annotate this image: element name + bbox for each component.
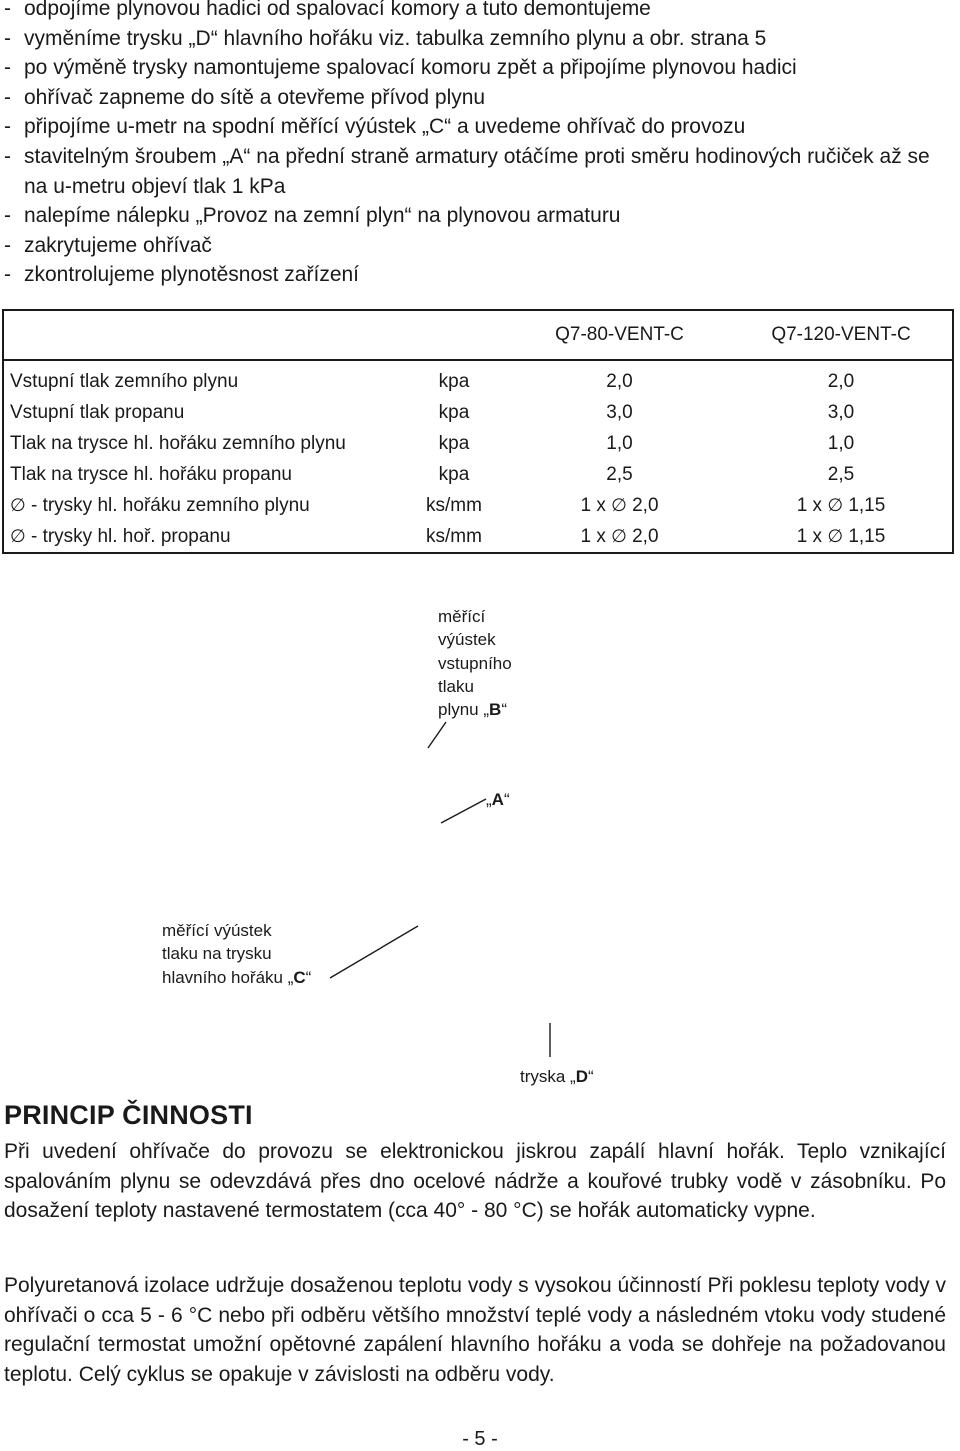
step-item: - vyměníme trysku „D“ hlavního hořáku viz. tabulka zemního plynu a obr. strana 5 (4, 26, 767, 50)
table-header-cell (3, 310, 399, 360)
value-q7-120: 1,0 (827, 433, 855, 455)
value-q7-120: 2,5 (827, 464, 855, 486)
nozzle-spec-table (2, 309, 954, 554)
step-item: - odpojíme plynovou hadici od spalovací komory a tuto demontujeme (4, 0, 651, 20)
step-item: - zakrytujeme ohřívač (4, 233, 212, 257)
row-unit: ks/mm (426, 525, 482, 547)
step-item: - nalepíme nálepku „Provoz na zemní plyn“ na plynovou armaturu (4, 204, 621, 228)
leader-line-a (441, 799, 486, 823)
row-unit: ks/mm (426, 495, 482, 516)
leader-line-b (428, 722, 446, 748)
row-label: Vstupní tlak propanu (10, 402, 185, 424)
diameter-icon: ∅ (827, 525, 844, 547)
step-item: - ohřívač zapneme do sítě a otevřeme přívod plynu (4, 85, 486, 109)
table-row (3, 491, 953, 522)
row-unit: kpa (438, 464, 470, 486)
table-header-cell: Q7-80-VENT-C (509, 310, 730, 360)
label-adjusting-screw-a: „A“ (486, 790, 510, 809)
row-unit: kpa (438, 402, 470, 424)
diameter-icon: ∅ (10, 495, 26, 516)
section-heading: PRINCIP ČINNOSTI (4, 1100, 253, 1130)
value-q7-120: 1 x ∅ 1,15 (796, 495, 886, 516)
label-nozzle-pressure-port-c: měřící výústek tlaku na trysku hlavního hořáku „C“ (162, 921, 312, 987)
diameter-icon: ∅ (10, 525, 26, 547)
value-q7-80: 3,0 (606, 402, 633, 424)
step-item: - po výměně trysky namontujeme spalovací komoru zpět a připojíme plynovou hadici (4, 56, 797, 80)
value-q7-120: 1 x ∅ 1,15 (796, 525, 886, 547)
value-q7-80: 1 x ∅ 2,0 (580, 525, 659, 547)
diameter-icon: ∅ (827, 495, 844, 516)
diameter-icon: ∅ (611, 495, 627, 516)
paragraph: Při uvedení ohřívače do provozu se elektronickou jiskrou zapálí hlavní hořák. Teplo vznikající spalováním plynu se odevzdává přes dno ocelové nádrže a kouřové trubky vodě v zásobníku. Po dosažení teploty nastavené termostatem (cca 40° - 80 °C) se hořák automaticky vypne. (4, 1140, 946, 1223)
row-label: ∅ - trysky hl. hoř. propanu (10, 525, 231, 547)
instruction-list (4, 0, 954, 290)
page-number: - 5 - (462, 1428, 498, 1450)
row-label: Tlak na trysce hl. hořáku propanu (10, 464, 292, 486)
label-inlet-pressure-port-b: měřící výústek vstupního tlaku plynu „B“ (438, 607, 512, 720)
step-item: - zkontrolujeme plynotěsnost zařízení (4, 263, 360, 287)
value-q7-120: 3,0 (827, 402, 855, 424)
table-row (3, 398, 953, 429)
value-q7-120: 2,0 (827, 371, 855, 393)
row-label: Tlak na trysce hl. hořáku zemního plynu (10, 433, 346, 455)
value-q7-80: 1 x ∅ 2,0 (580, 495, 659, 516)
row-unit: kpa (438, 371, 470, 393)
value-q7-80: 1,0 (606, 433, 633, 455)
diameter-icon: ∅ (611, 525, 627, 547)
table-header-row (3, 310, 953, 360)
value-q7-80: 2,0 (606, 371, 633, 393)
table-row (3, 460, 953, 491)
step-item: - stavitelným šroubem „A“ na přední straně armatury otáčíme proti směru hodinových ručiček až se na u-metru objeví tlak 1 kPa (4, 144, 930, 198)
value-q7-80: 2,5 (606, 464, 633, 486)
paragraph: Polyuretanová izolace udržuje dosaženou teplotu vody s vysokou účinností Při poklesu teploty vody v ohřívači o cca 5 - 6 °C nebo při odběru většího množství teplé vody a následném vtoku vody studené regulační termostat umožní opětovné zapálení hlavního hořáku a voda se dohřeje na požadovanou teplotu. Celý cyklus se opakuje v závislosti na odběru vody. (4, 1274, 946, 1386)
table-row (3, 429, 953, 460)
table-row (3, 521, 953, 553)
row-label: Vstupní tlak zemního plynu (10, 371, 239, 393)
table-row (3, 360, 953, 398)
label-nozzle-d: tryska „D“ (520, 1067, 594, 1086)
leader-line-c (330, 926, 418, 978)
step-item: - připojíme u-metr na spodní měřící výústek „C“ a uvedeme ohřívač do provozu (4, 115, 746, 139)
table-header-cell: Q7-120-VENT-C (730, 310, 953, 360)
table-header-cell (399, 310, 509, 360)
row-unit: kpa (438, 433, 470, 455)
row-label: ∅ - trysky hl. hořáku zemního plynu (10, 495, 310, 516)
